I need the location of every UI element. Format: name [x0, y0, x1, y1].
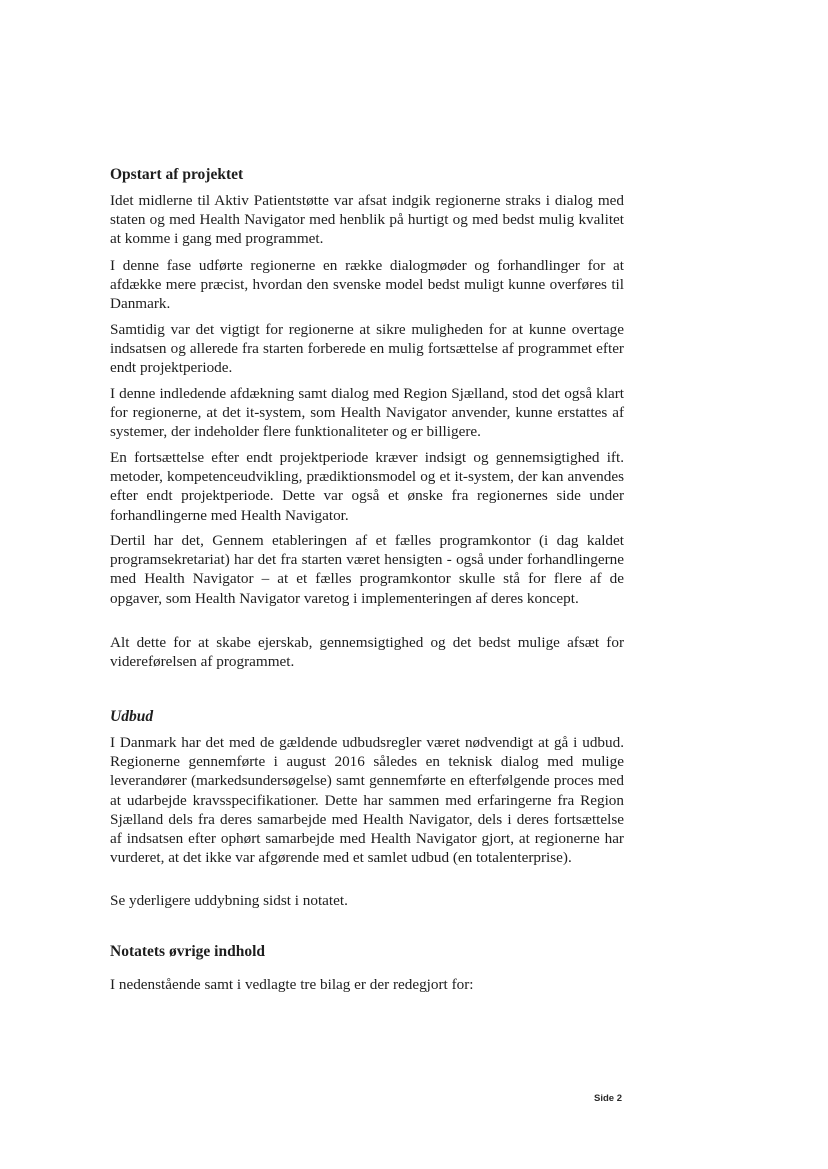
paragraph: I denne indledende afdækning samt dialog med Region Sjælland, stod det også klart for regionerne, at det it-system, som Health Navigator anvender, kunne erstattes af systemer, der indeholder flere funktionaliteter og er billigere. [110, 385, 624, 441]
section-heading-opstart: Opstart af projektet [110, 166, 244, 183]
paragraph: I Danmark har det med de gældende udbudsregler været nødvendigt at gå i udbud. Regionerne gennemførte i august 2016 således en teknisk dialog med mulige leverandører (markedsundersøgelse) samt gennemførte en efterfølgende proces med at udarbejde kravsspecifikationer. Dette har sammen med erfaringerne fra Region Sjælland dels fra deres samarbejde med Health Navigator, dels i deres fortsættelse af indsatsen efter ophørt samarbejde med Health Navigator gjort, at regionerne har vurderet, at det ikke var afgørende med et samlet udbud (en totalenterprise). [110, 734, 624, 867]
paragraph: Dertil har det, Gennem etableringen af et fælles programkontor (i dag kaldet programsekretariat) har det fra starten været hensigten - også under forhandlingerne med Health Navigator – at et fælles programkontor skulle stå for flere af de opgaver, som Health Navigator varetog i implementeringen af deres koncept. [110, 532, 624, 607]
section-heading-udbud: Udbud [110, 708, 154, 725]
paragraph: Se yderligere uddybning sidst i notatet. [110, 892, 348, 909]
section-heading-notatets-indhold: Notatets øvrige indhold [110, 943, 265, 960]
paragraph: I nedenstående samt i vedlagte tre bilag er der redegjort for: [110, 976, 474, 993]
paragraph: En fortsættelse efter endt projektperiode kræver indsigt og gennemsigtighed ift. metoder, kompetenceudvikling, prædiktionsmodel og et it-system, der kan anvendes efter endt projektperiode. Dette var også et ønske fra regionernes side under forhandlingerne med Health Navigator. [110, 449, 624, 524]
paragraph: Samtidig var det vigtigt for regionerne at sikre muligheden for at kunne overtage indsatsen og allerede fra starten forberede en mulig fortsættelse af programmet efter endt projektperiode. [110, 321, 624, 377]
page-number: Side 2 [594, 1093, 622, 1104]
paragraph: Idet midlerne til Aktiv Patientstøtte var afsat indgik regionerne straks i dialog med staten og med Health Navigator med henblik på hurtigt og med bedst mulig kvalitet at komme i gang med programmet. [110, 192, 624, 248]
paragraph: I denne fase udførte regionerne en række dialogmøder og forhandlinger for at afdække mere præcist, hvordan den svenske model bedst muligt kunne overføres til Danmark. [110, 257, 624, 313]
paragraph: Alt dette for at skabe ejerskab, gennemsigtighed og det bedst mulige afsæt for videreførelsen af programmet. [110, 634, 624, 671]
